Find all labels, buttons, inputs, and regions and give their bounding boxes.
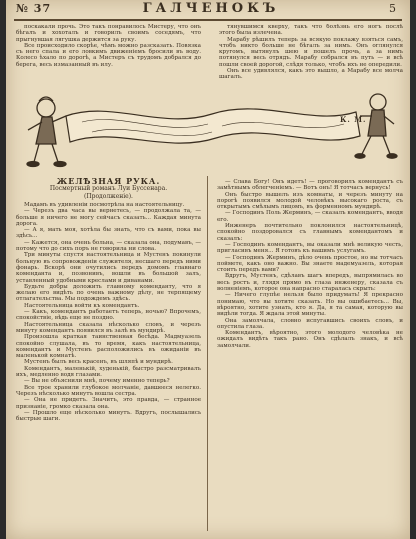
paragraph: — Прошло еще нѣсколько минутъ. Вдругъ, послышались быстрые шаги.: [16, 409, 201, 423]
paragraph: Онъ быстро вышелъ изъ комнаты, и черезъ минуту на порогѣ появился молодой человѣкъ высокаго роста, съ открытымъ смѣлымъ лицомъ, въ форменномъ мундирѣ.: [217, 191, 403, 211]
paragraph: Онъ все удивлялся, какъ это вышло, а Марабу все молча шагалъ.: [219, 68, 403, 81]
paragraph: Комендантъ, вѣроятно, этого молодого человѣка не ожидалъ видѣть такъ рано. Онъ сдѣлалъ знакъ, и всѣ замолчали.: [217, 330, 403, 349]
paragraph: Она замолчала, словно испугавшись своихъ словъ, и опустила глаза.: [217, 317, 403, 330]
story-subtitle: Посмертный романъ Луи Буссенара.: [49, 185, 168, 192]
page-header: [6, 0, 410, 24]
left-child-figure: [27, 97, 66, 167]
decorative-illustration: [22, 86, 398, 174]
story-continuation: (Продолженіе).: [84, 193, 133, 200]
intro-right-column: [219, 24, 403, 90]
paragraph: Настоятельница сказала нѣсколько словъ, и черезъ минуту комендантъ появился въ залѣ въ мундирѣ.: [16, 321, 201, 334]
paragraph: Мустенъ былъ весь красенъ, въ шляпѣ и мундирѣ.: [24, 359, 173, 366]
paragraph: — Господинъ Жерминъ, дѣло очень простое, но вы тотчасъ поймете, какъ оно важно. Вы знаете мадемуазель, которая стоитъ передъ вами?: [217, 254, 403, 274]
paragraph: — Черезъ два часа вы вернетесь, — продолжала та, — больше я ничего не могу сейчасъ сказать... Каждая минута дорога.: [16, 208, 201, 227]
journal-title: ГАЛЧЕНОКЪ: [142, 1, 280, 16]
right-child-figure: [355, 94, 397, 158]
paragraph: — Она не придетъ. Значитъ, это правда, — странное признаніе, громко сказала она.: [16, 397, 201, 410]
paragraph: — Господинъ комендантъ, вы оказали мнѣ великую честь, пригласивъ меня... Я готовъ къ вашимъ услугамъ.: [217, 241, 403, 255]
story-title: ЖЕЛѢЗНАЯ РУКА.: [56, 176, 161, 186]
paragraph: — Ничего глупѣе нельзя было придумать! Я прекрасно понимаю, что вы хотите сказать. Но вы ошибаетесь... Вы, вѣроятно, хотите узнать, кто я. Да, я та самая, которую вы видѣли тогда. Я ждала этой минуты.: [217, 292, 403, 318]
intro-left-column: [16, 24, 201, 85]
paragraph: — Слава Богу! Онъ идетъ! — проговорилъ комендантъ съ замѣтнымъ облегченіемъ. — Вотъ онъ! Я тотчасъ вернусь!: [217, 179, 403, 192]
paragraph: Настоятельница войти къ комендантъ.: [24, 302, 140, 309]
author-signature: К. М.: [340, 115, 367, 124]
paragraph: — Господинъ Поль Жерминъ, — сказалъ комендантъ, вводя его.: [217, 210, 403, 223]
paragraph: Все трое хранили глубокое молчаніе, давшееся нелегко. Черезъ нѣсколько минутъ вошла сестра.: [16, 384, 201, 397]
paragraph: Комендантъ, маленькій, худенькій, быстро разсматривалъ ихъ, медленно водя глазами.: [16, 365, 201, 379]
paragraph: Мадамъ въ удивленіи посмотрѣла на настоятельницу.: [24, 202, 185, 208]
paragraph: — Вы не объяснили мнѣ, почему именно теперь?: [24, 378, 170, 385]
paragraph: тянувшимся кверху, такъ что болѣзнь его ногъ послѣ этого была излечена.: [219, 24, 403, 37]
paragraph: — Кажется, она очень больна, — сказала она, подумавъ, — потому что до сихъ поръ не говорила ни слова.: [16, 239, 201, 253]
column-divider: [207, 176, 208, 531]
paragraph: Марабу рѣшилъ теперь за всякую поклажу взяться самъ, чтобъ никто больше не бѣгалъ за нимъ. Онъ оглянулся кругомъ, вытянулъ шею и пошелъ прочь, а за нимъ потянулся весь отрядъ. Марабу собрался въ путь — и всѣ пошли своей дорогой, слѣдя только, чтобъ ихъ не опередили.: [219, 36, 403, 68]
journal-page: [6, 0, 410, 539]
left-column: [16, 202, 201, 538]
paragraph: Вдругъ, Мустенъ, сдѣлавъ шагъ впередъ, выпрямилась во весь ростъ и, глядя прямо въ глаза инженеру, сказала съ волненіемъ, которое она напрасно старалась скрыть:: [217, 273, 403, 293]
issue-number: № 37: [16, 2, 52, 15]
page-number: 5: [389, 2, 396, 15]
right-column: [217, 179, 403, 537]
banner-scroll: [66, 109, 360, 143]
paragraph: Три минуты спустя настоятельница и Мустенъ покинули больную въ сопровожденіи служителя, несшаго передъ ними фонарь. Вскорѣ они очутились передъ домомъ главнаго коменданта и, позвонивъ, вошли въ большой залъ, уставленный удобными креслами и диванами.: [16, 252, 201, 284]
header-rule: [14, 19, 402, 21]
paragraph: Все происходило скорѣе, чѣмъ можно разсказать. Повязка съ него спала и его ловкимъ движеніемъ бросили въ воду. Колесо ѣхало по дорогѣ, а Мистеръ съ трудомъ добрался до берега, весь измазанный въ илу.: [16, 42, 201, 68]
paragraph: Будьте добры доложить главному коменданту, что я желаю его видѣть по очень важному дѣлу, не терпящему отлагательства. Мы подождемъ здѣсь.: [16, 283, 201, 303]
paragraph: — Какъ, комендантъ работаетъ теперь, ночью? Впрочемъ, спокойствіе, вѣдь еще не поздно.: [16, 309, 201, 322]
paragraph: поскакали прочь. Это такъ понравилось Мистеру, что онъ бѣгалъ и хохоталъ и говорилъ своимъ соседямъ, что прыгнувшая лягушка держится за руку.: [16, 24, 201, 43]
paragraph: Инженеръ почтительно поклонился настоятельницѣ, спокойно поздоровался съ главнымъ комендантомъ и сказалъ:: [217, 223, 403, 242]
paragraph: Произошла краткая таинственная бесѣда. Мадмуазель спокойно слушала, въ то время, какъ настоятельница, комендантъ и Мустенъ расположились въ ожиданіи въ маленькой комнатѣ.: [16, 334, 201, 360]
paragraph: — А я, мать моя, хотѣла бы знать, что съ вами, пока вы здѣсь...: [16, 227, 201, 240]
